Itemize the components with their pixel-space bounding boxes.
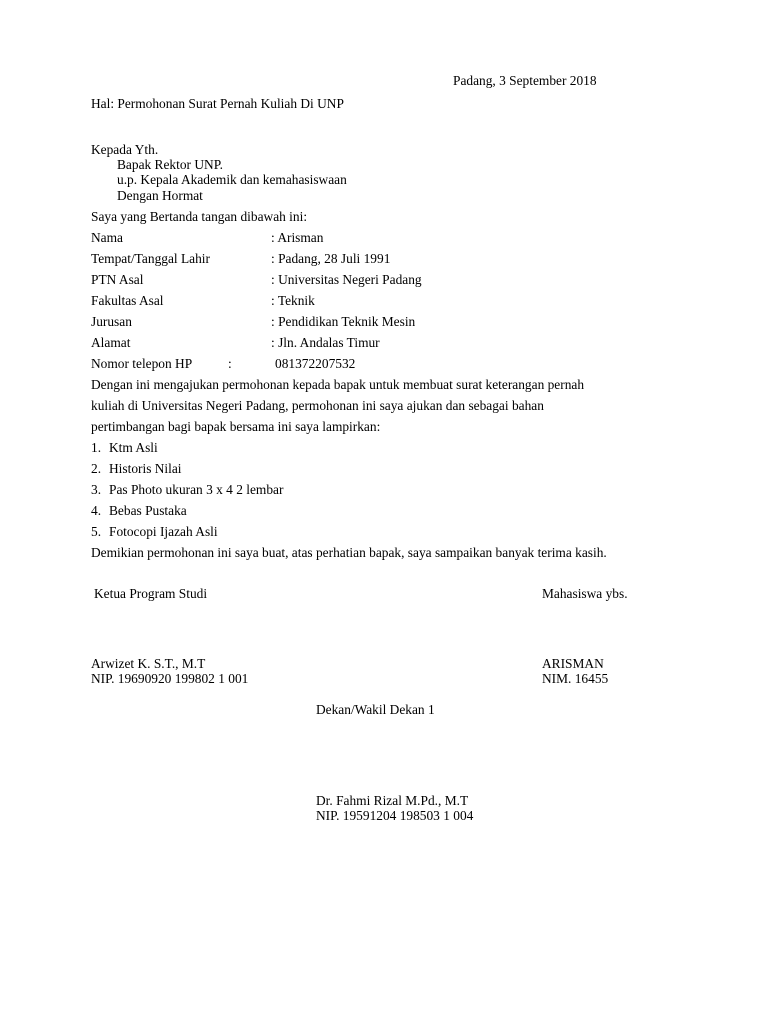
left-signatory-title: Ketua Program Studi bbox=[94, 586, 208, 601]
list-number: 1. bbox=[91, 440, 102, 455]
list-item bbox=[91, 441, 158, 454]
field-label: Nama bbox=[91, 230, 123, 245]
list-item bbox=[91, 483, 283, 496]
field-value: : Padang, 28 Juli 1991 bbox=[271, 251, 391, 266]
list-text: Ktm Asli bbox=[109, 440, 158, 455]
field-value: : Arisman bbox=[271, 230, 324, 245]
salutation: Dengan Hormat bbox=[117, 188, 203, 203]
field-value: : Pendidikan Teknik Mesin bbox=[271, 314, 416, 329]
field-value: : Jln. Andalas Timur bbox=[271, 335, 380, 350]
field-label: Tempat/Tanggal Lahir bbox=[91, 251, 210, 266]
list-number: 5. bbox=[91, 524, 102, 539]
list-item bbox=[91, 504, 187, 517]
field-label: PTN Asal bbox=[91, 272, 144, 287]
list-item bbox=[91, 462, 182, 475]
recipient-name: Bapak Rektor UNP. bbox=[117, 157, 223, 172]
phone-colon: : bbox=[228, 356, 232, 371]
field-row bbox=[91, 293, 315, 308]
field-label: Alamat bbox=[91, 335, 131, 350]
list-item bbox=[91, 525, 218, 538]
intro-text: Saya yang Bertanda tangan dibawah ini: bbox=[91, 209, 308, 224]
list-text: Pas Photo ukuran 3 x 4 2 lembar bbox=[109, 482, 284, 497]
right-signatory-id: NIM. 16455 bbox=[542, 671, 609, 686]
center-signatory-id: NIP. 19591204 198503 1 004 bbox=[316, 808, 474, 823]
phone-value: 081372207532 bbox=[275, 356, 356, 371]
field-row bbox=[91, 251, 391, 266]
list-text: Historis Nilai bbox=[109, 461, 182, 476]
phone-label: Nomor telepon HP bbox=[91, 356, 193, 371]
field-row bbox=[91, 230, 324, 245]
body-line: Dengan ini mengajukan permohonan kepada bapak untuk membuat surat keterangan pernah bbox=[91, 377, 585, 392]
letter-subject: Hal: Permohonan Surat Pernah Kuliah Di UNP bbox=[91, 96, 344, 111]
field-row bbox=[91, 335, 380, 350]
right-signatory-title: Mahasiswa ybs. bbox=[542, 586, 628, 601]
list-number: 2. bbox=[91, 461, 102, 476]
field-label: Fakultas Asal bbox=[91, 293, 164, 308]
center-signatory-name: Dr. Fahmi Rizal M.Pd., M.T bbox=[316, 793, 469, 808]
left-signatory-id: NIP. 19690920 199802 1 001 bbox=[91, 671, 249, 686]
field-value: : Universitas Negeri Padang bbox=[271, 272, 422, 287]
field-row bbox=[91, 272, 422, 287]
letter-date: Padang, 3 September 2018 bbox=[453, 73, 597, 88]
body-line: kuliah di Universitas Negeri Padang, permohonan ini saya ajukan dan sebagai bahan bbox=[91, 398, 544, 413]
left-signatory-name: Arwizet K. S.T., M.T bbox=[91, 656, 206, 671]
list-text: Bebas Pustaka bbox=[109, 503, 187, 518]
field-row bbox=[91, 314, 416, 329]
right-signatory-name: ARISMAN bbox=[542, 656, 604, 671]
field-value: : Teknik bbox=[271, 293, 315, 308]
center-signatory-title: Dekan/Wakil Dekan 1 bbox=[316, 702, 435, 717]
phone-row bbox=[91, 356, 356, 371]
list-text: Fotocopi Ijazah Asli bbox=[109, 524, 218, 539]
field-label: Jurusan bbox=[91, 314, 132, 329]
body-line: pertimbangan bagi bapak bersama ini saya lampirkan: bbox=[91, 419, 381, 434]
recipient-greeting: Kepada Yth. bbox=[91, 142, 159, 157]
recipient-attention: u.p. Kepala Akademik dan kemahasiswaan bbox=[117, 172, 347, 187]
list-number: 3. bbox=[91, 482, 102, 497]
closing-text: Demikian permohonan ini saya buat, atas perhatian bapak, saya sampaikan banyak terima kasih. bbox=[91, 545, 607, 560]
list-number: 4. bbox=[91, 503, 102, 518]
